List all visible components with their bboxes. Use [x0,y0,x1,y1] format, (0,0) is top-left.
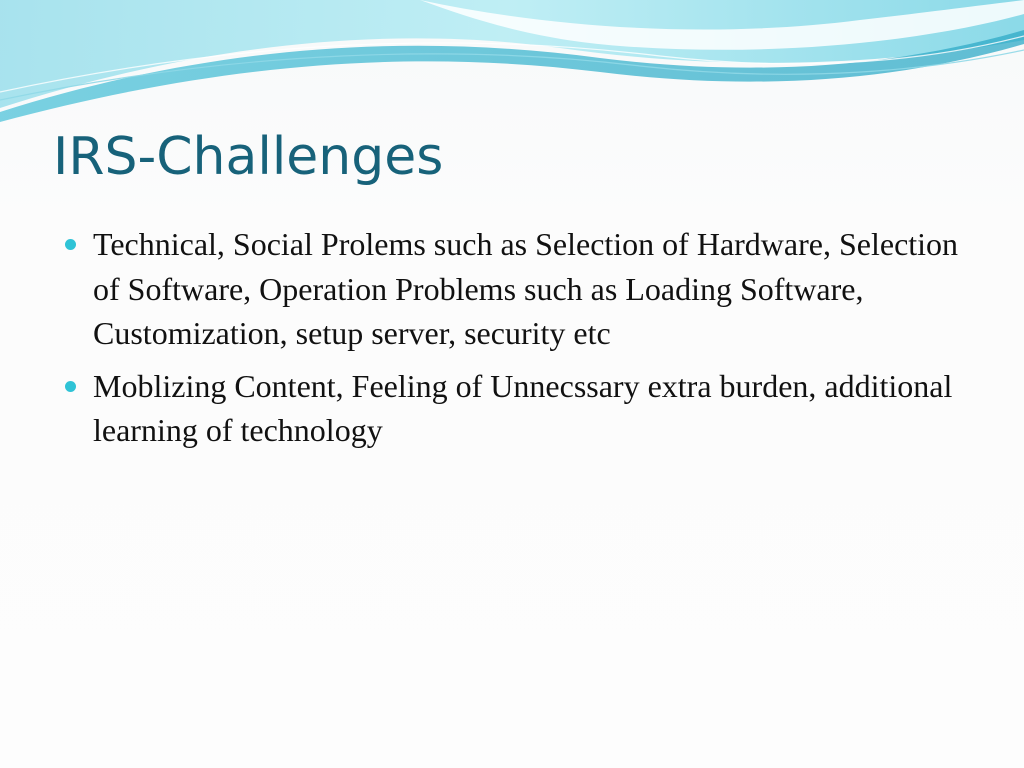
slide-title: IRS-Challenges [53,127,444,187]
decorative-wave-banner [0,0,1024,130]
bullet-text: Moblizing Content, Feeling of Unnecssary extra burden, additional learning of technology [93,367,953,448]
bullet-list [62,222,962,461]
bullet-text: Technical, Social Prolems such as Selection of Hardware, Selection of Software, Operation Problems such as Loading Software, Customization, setup server, security etc [93,226,959,351]
bullet-dot-icon [65,239,76,250]
bullet-dot-icon [65,381,76,392]
bullet-item [62,364,962,453]
bullet-item [62,222,962,356]
